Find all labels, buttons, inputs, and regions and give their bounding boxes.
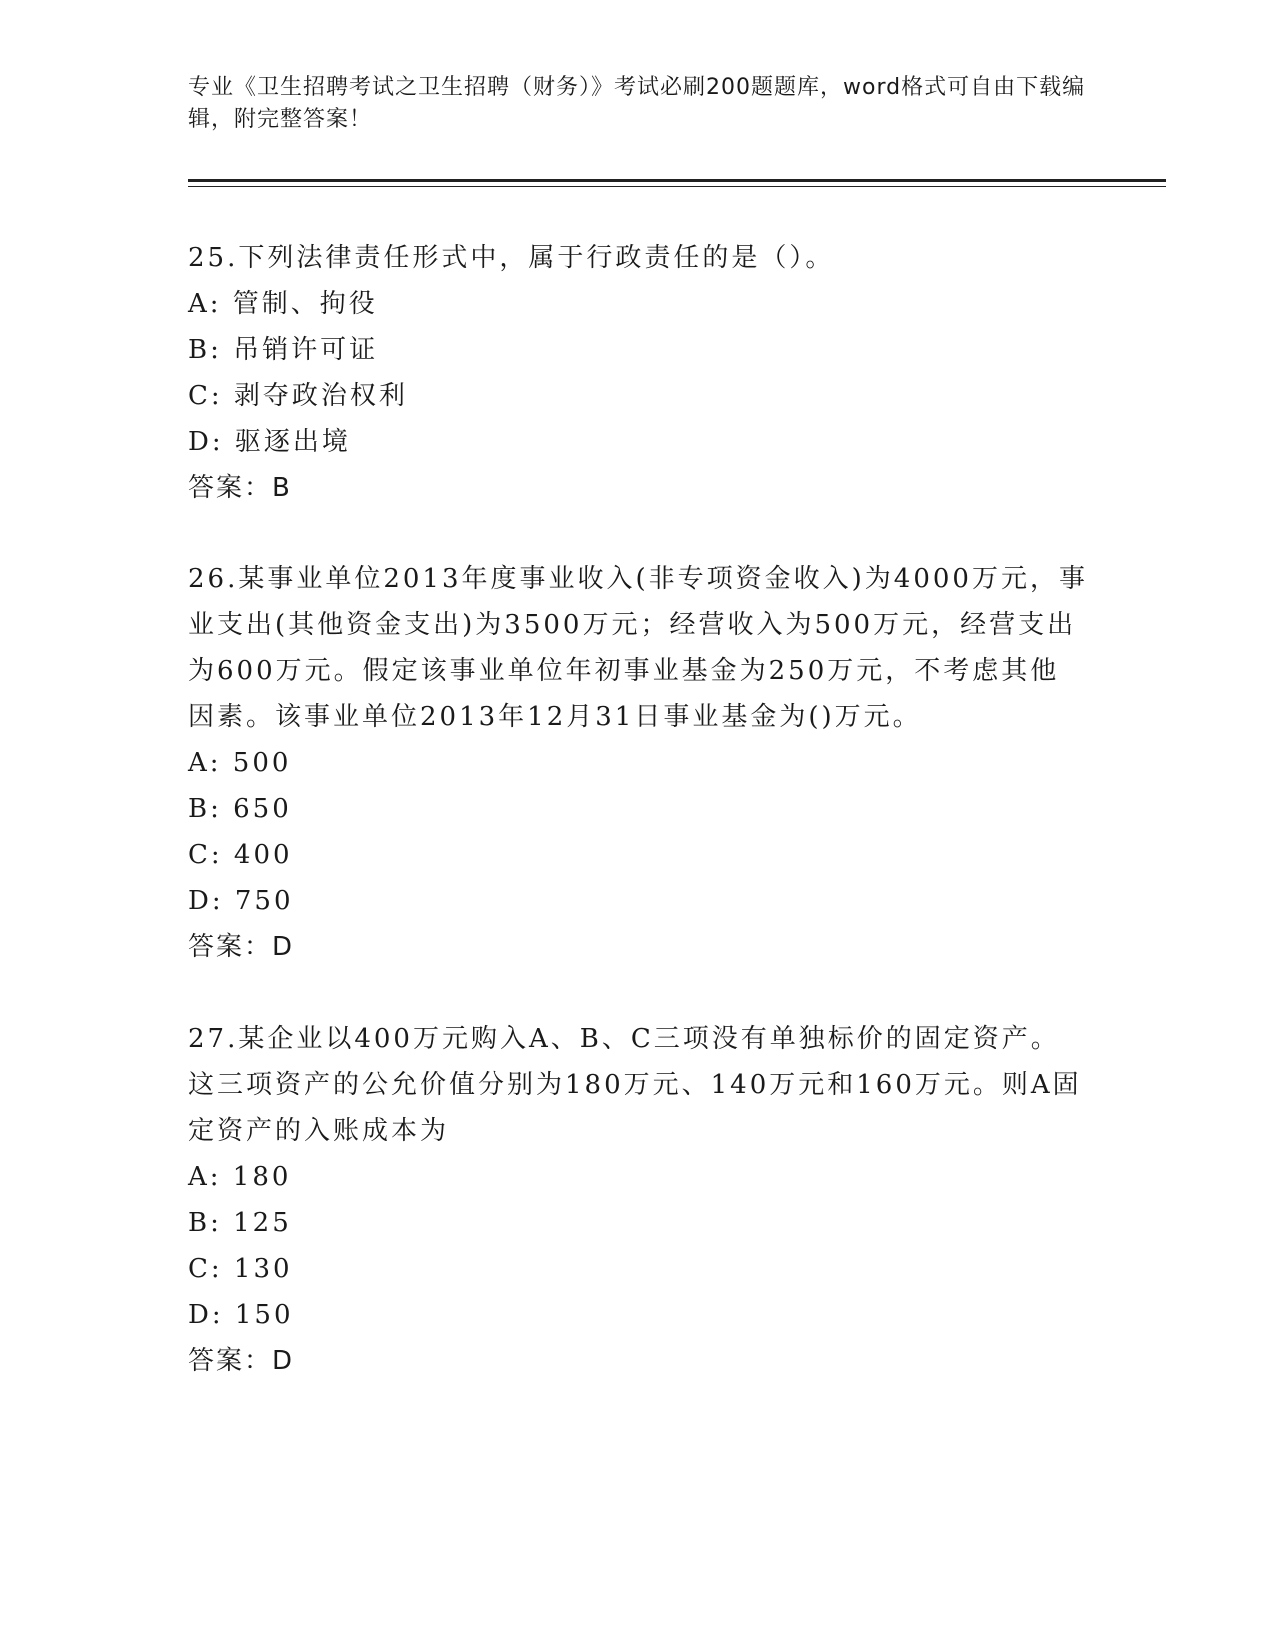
option-d: D: 150 [188, 1300, 294, 1330]
question-stem: 25.下列法律责任形式中，属于行政责任的是（）。 [188, 243, 835, 273]
option-a: A: 180 [188, 1162, 292, 1192]
header-divider-thin [188, 186, 1166, 187]
option-a: A: 管制、拘役 [188, 289, 378, 319]
answer-line: 答案：D [188, 1346, 295, 1376]
question-stem: 26.某事业单位2013年度事业收入(非专项资金收入)为4000万元，事业支出(其他资金支出)为3500万元；经营收入为500万元，经营支出为600万元。假定该事业单位年初事业基金为250万元，不考虑其他因素。该事业单位2013年12月31日事业基金为()万元。 [188, 564, 1088, 732]
answer-line: 答案：B [188, 473, 292, 503]
header-divider-thick [188, 179, 1166, 182]
option-c: C: 130 [188, 1254, 293, 1284]
option-d: D: 750 [188, 886, 294, 916]
question-26 [188, 556, 1088, 970]
option-b: B: 650 [188, 794, 292, 824]
question-27 [188, 1016, 1088, 1384]
question-stem: 27.某企业以400万元购入A、B、C三项没有单独标价的固定资产。这三项资产的公允价值分别为180万元、140万元和160万元。则A固定资产的入账成本为 [188, 1024, 1082, 1146]
option-b: B: 125 [188, 1208, 292, 1238]
option-d: D: 驱逐出境 [188, 427, 351, 457]
option-a: A: 500 [188, 748, 292, 778]
option-c: C: 剥夺政治权利 [188, 381, 408, 411]
question-25 [188, 235, 1088, 511]
option-b: B: 吊销许可证 [188, 335, 379, 365]
document-header: 专业《卫生招聘考试之卫生招聘（财务）》考试必刷200题题库，word格式可自由下载编辑，附完整答案！ [188, 75, 1086, 132]
answer-line: 答案：D [188, 932, 295, 962]
option-c: C: 400 [188, 840, 293, 870]
